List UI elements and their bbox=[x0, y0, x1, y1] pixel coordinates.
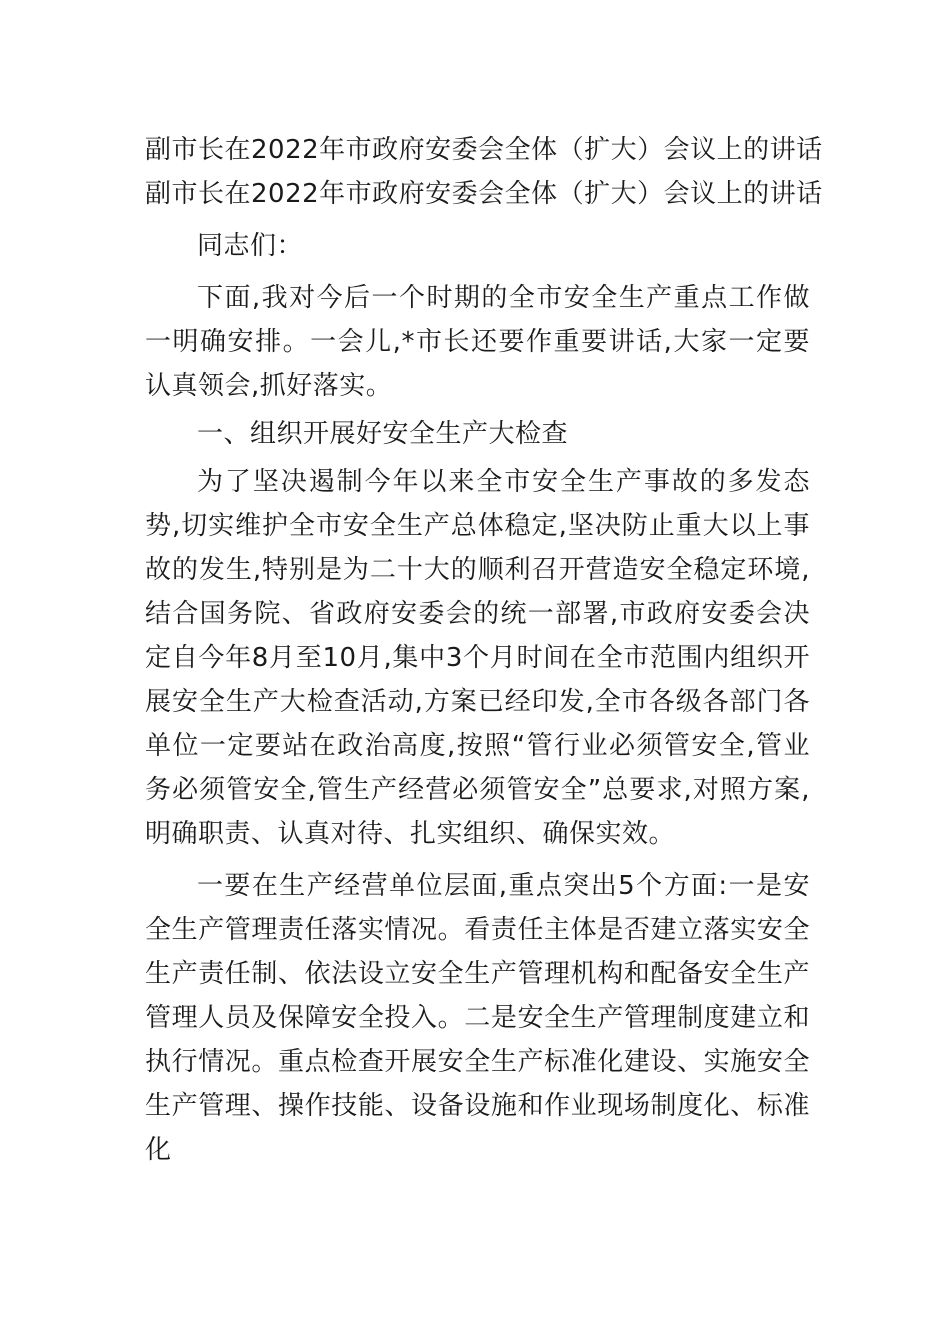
document-page bbox=[145, 128, 823, 1172]
document-subtitle: 副市长在2022年市政府安委会全体（扩大）会议上的讲话 bbox=[145, 179, 823, 209]
section-heading: 一、组织开展好安全生产大检查 bbox=[197, 419, 569, 449]
document-title: 副市长在2022年市政府安委会全体（扩大）会议上的讲话 bbox=[145, 135, 823, 165]
salutation: 同志们： bbox=[197, 231, 304, 261]
body-paragraph: 为了坚决遏制今年以来全市安全生产事故的多发态势,切实维护全市安全生产总体稳定,坚决防止重大以上事故的发生,特别是为二十大的顺利召开营造安全稳定环境,结合国务院、省政府安委会的统一部署,市政府安委会决定自今年8月至10月,集中3个月时间在全市范围内组织开展安全生产大检查活动,方案已经印发,全市各级各部门各单位一定要站在政治高度,按照“管行业必须管安全,管业务必须管安全,管生产经营必须管安全”总要求,对照方案,明确职责、认真对待、扎实组织、确保实效。 bbox=[145, 467, 810, 849]
body-paragraph: 一要在生产经营单位层面,重点突出5个方面:一是安全生产管理责任落实情况。看责任主体是否建立落实安全生产责任制、依法设立安全生产管理机构和配备安全生产管理人员及保障安全投入。二是安全生产管理制度建立和执行情况。重点检查开展安全生产标准化建设、实施安全生产管理、操作技能、设备设施和作业现场制度化、标准化 bbox=[145, 871, 810, 1165]
intro-paragraph: 下面,我对今后一个时期的全市安全生产重点工作做一明确安排。一会儿,*市长还要作重要讲话,大家一定要认真领会,抓好落实。 bbox=[145, 283, 810, 401]
